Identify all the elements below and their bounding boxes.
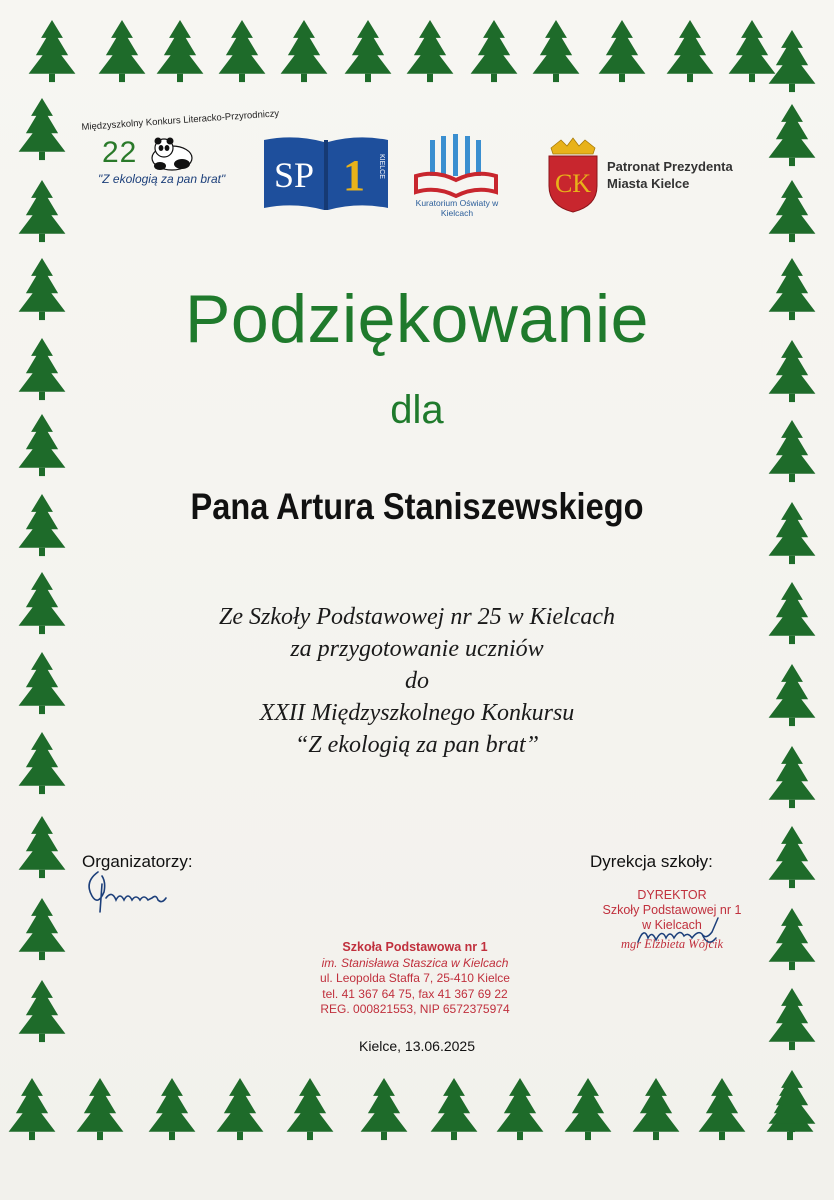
- directorate-label: Dyrekcja szkoły:: [590, 852, 713, 871]
- tree-icon: [219, 20, 266, 82]
- patronat-text: [607, 158, 747, 192]
- kuratorium-label: Kuratorium Oświaty w Kielcach: [415, 198, 499, 218]
- tree-icon: [533, 20, 580, 82]
- tree-icon: [149, 1078, 196, 1140]
- tree-icon: [157, 20, 204, 82]
- tree-icon: [769, 908, 816, 970]
- director-stamp-line-1: DYREKTOR: [637, 888, 707, 902]
- tree-icon: [769, 826, 816, 888]
- tree-icon: [19, 98, 66, 160]
- organizer-signature: [78, 862, 188, 922]
- body-line-3: do: [405, 668, 429, 694]
- tree-icon: [471, 20, 518, 82]
- tree-icon: [633, 1078, 680, 1140]
- body-line-1: Ze Szkoły Podstawowej nr 25 w Kielcach: [219, 604, 615, 630]
- certificate-title: Podziękowanie: [185, 281, 649, 357]
- tree-icon: [77, 1078, 124, 1140]
- director-signature: [628, 908, 738, 958]
- sp1-number-text: 1: [343, 151, 365, 200]
- recipient-name: Pana Artura Staniszewskiego: [190, 486, 644, 527]
- sp1-sp-text: SP: [273, 155, 315, 195]
- tree-icon: [19, 180, 66, 242]
- body-line-2: za przygotowanie uczniów: [290, 636, 544, 662]
- sp1-city-text: KIELCE: [378, 154, 385, 179]
- school-stamp-address: ul. Leopolda Staffa 7, 25-410 Kielce: [320, 971, 510, 985]
- school-stamp-registry: REG. 000821553, NIP 6572375974: [320, 1002, 510, 1016]
- tree-icon: [29, 20, 76, 82]
- organizers-label: Organizatorzy:: [82, 852, 193, 871]
- school-stamp-name: Szkoła Podstawowa nr 1: [342, 940, 488, 954]
- contest-logo-motto: "Z ekologią za pan brat": [98, 172, 226, 186]
- panda-icon: [148, 136, 196, 172]
- patronat-line-2: Miasta Kielce: [607, 176, 690, 191]
- tree-icon: [19, 816, 66, 878]
- tree-icon: [217, 1078, 264, 1140]
- tree-icon: [769, 104, 816, 166]
- tree-icon: [497, 1078, 544, 1140]
- tree-icon: [99, 20, 146, 82]
- contest-logo-title: Międzyszkolny Konkurs Literacko-Przyrodniczy: [81, 108, 280, 133]
- patronat-line-1: Patronat Prezydenta: [607, 159, 733, 174]
- tree-icon: [729, 20, 776, 82]
- crest-letters: CK: [554, 169, 592, 198]
- tree-icon: [769, 180, 816, 242]
- tree-icon: [19, 980, 66, 1042]
- tree-icon: [9, 1078, 56, 1140]
- tree-icon: [19, 898, 66, 960]
- tree-icon: [431, 1078, 478, 1140]
- tree-icon: [287, 1078, 334, 1140]
- tree-icon: [699, 1078, 746, 1140]
- school-stamp-patron: im. Stanisława Staszica w Kielcach: [321, 955, 509, 970]
- tree-icon: [565, 1078, 612, 1140]
- tree-icon: [407, 20, 454, 82]
- contest-logo-number: 22: [102, 136, 138, 169]
- school-stamp-phones: tel. 41 367 64 75, fax 41 367 69 22: [322, 986, 508, 1001]
- kielce-crest: [547, 134, 599, 214]
- tree-icon: [281, 20, 328, 82]
- tree-icon: [667, 20, 714, 82]
- certificate-for: dla: [390, 388, 444, 432]
- issue-date: Kielce, 13.06.2025: [359, 1038, 475, 1054]
- kuratorium-logo: [410, 134, 502, 198]
- director-name: mgr Elżbieta Wójcik: [620, 937, 724, 951]
- director-stamp-line-2: Szkoły Podstawowej nr 1: [602, 903, 742, 917]
- tree-icon: [769, 1070, 816, 1132]
- school-stamp: [290, 940, 540, 1018]
- tree-icon: [769, 30, 816, 92]
- tree-icon: [345, 20, 392, 82]
- director-stamp-line-3: w Kielcach: [642, 918, 702, 932]
- school-sp1-logo: [262, 132, 392, 212]
- body-line-5: “Z ekologią za pan brat”: [294, 732, 540, 758]
- tree-icon: [599, 20, 646, 82]
- tree-icon: [361, 1078, 408, 1140]
- body-line-4: XXII Międzyszkolnego Konkursu: [259, 700, 575, 726]
